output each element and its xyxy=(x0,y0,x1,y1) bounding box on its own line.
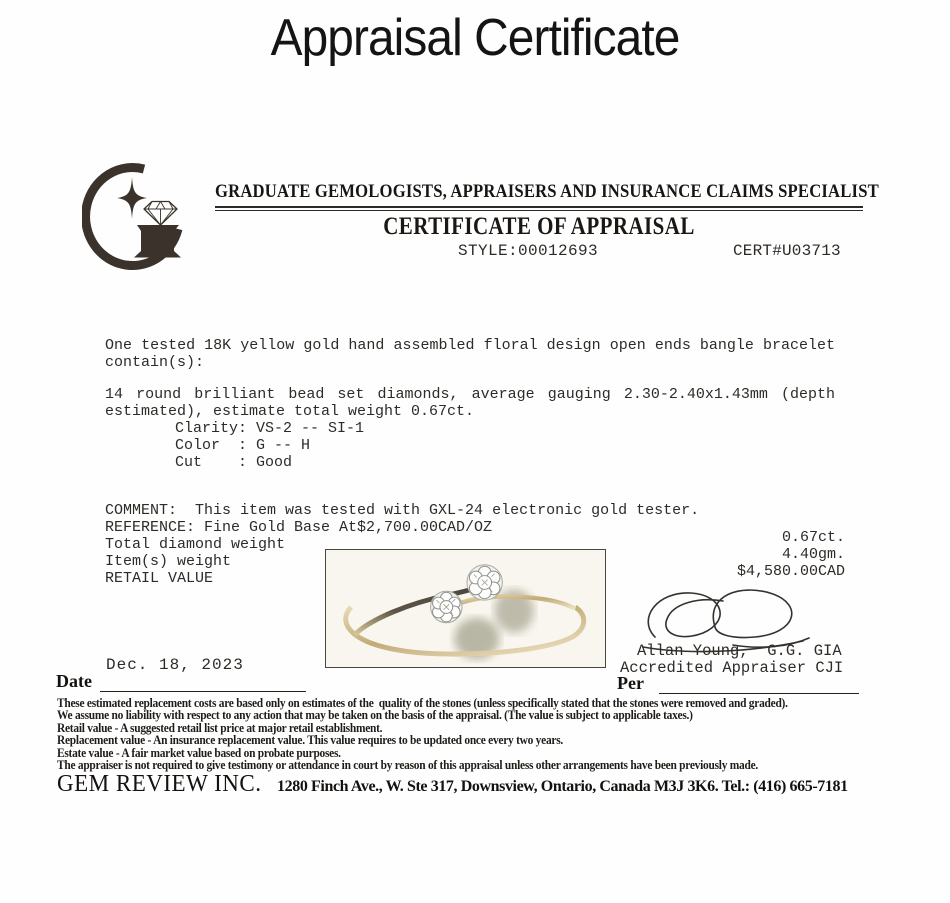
clarity-line: Clarity: VS-2 -- SI-1 xyxy=(175,420,365,437)
date-underline xyxy=(100,691,306,692)
organization-line: GRADUATE GEMOLOGISTS, APPRAISERS AND INSURANCE CLAIMS SPECIALIST xyxy=(215,182,879,202)
company-address: 1280 Finch Ave., W. Ste 317, Downsview, Ontario, Canada M3J 3K6. Tel.: (416) 665-7181 xyxy=(277,778,848,795)
disclaimer-line: The appraiser is not required to give testimony or attendance in court by reason of this appraisal unless other arrangements have been previously made. xyxy=(57,757,759,773)
appraiser-title: Accredited Appraiser CJI xyxy=(620,659,844,677)
appraiser-name: Allan Young, G.G. GIA xyxy=(637,642,842,660)
header-divider xyxy=(215,206,863,211)
color-line: Color : G -- H xyxy=(175,437,311,454)
disclaimer-line: These estimated replacement costs are based only on estimates of the quality of the stones (unless specifically stated that the stones were removed and graded). xyxy=(57,695,788,710)
date-value: Dec. 18, 2023 xyxy=(106,656,244,674)
date-label: Date xyxy=(56,671,92,691)
footer xyxy=(57,771,937,798)
company-name: GEM REVIEW INC. xyxy=(57,771,262,797)
item-weight-value: 4.40gm. xyxy=(781,546,845,563)
cert-number: CERT#U03713 xyxy=(733,242,841,260)
disclaimer-line: Estate value - A fair market value based on probate purposes. xyxy=(57,744,341,760)
per-label: Per xyxy=(617,673,644,693)
retail-value-label: RETAIL VALUE xyxy=(105,570,214,587)
bracelet-photo xyxy=(325,549,606,668)
item-weight-label: Item(s) weight xyxy=(105,553,232,570)
gem-logo-icon xyxy=(82,162,210,300)
bracelet-image xyxy=(326,550,605,667)
gem-review-logo xyxy=(82,162,210,300)
per-underline xyxy=(659,693,859,694)
comment-line: COMMENT: This item was tested with GXL-24 electronic gold tester. xyxy=(105,502,700,519)
summary-values xyxy=(737,529,845,580)
total-diamond-weight-value: 0.67ct. xyxy=(781,529,845,546)
page-title: Appraisal Certificate xyxy=(270,9,680,67)
total-diamond-weight-label: Total diamond weight xyxy=(105,536,286,553)
style-number: STYLE:00012693 xyxy=(458,242,599,260)
summary-labels xyxy=(105,536,285,587)
disclaimer-line: Retail value - A suggested retail list price at major retail establishment. xyxy=(57,719,383,735)
grading-block xyxy=(175,420,364,471)
retail-value-value: $4,580.00CAD xyxy=(736,563,845,580)
disclaimer-block xyxy=(57,697,937,771)
reference-line: REFERENCE: Fine Gold Base At$2,700.00CAD/OZ xyxy=(105,519,493,536)
disclaimer-line: We assume no liability with respect to any action that may be taken on the basis of the appraisal. (The value is subject to applicable taxes.) xyxy=(57,707,693,723)
item-description: One tested 18K yellow gold hand assembled floral design open ends bangle bracelet contain(s): xyxy=(105,337,835,371)
certificate-title: CERTIFICATE OF APPRAISAL xyxy=(383,213,695,240)
disclaimer-line: Replacement value - An insurance replacement value. This value requires to be updated once every two years. xyxy=(57,732,564,748)
diamond-details: 14 round brilliant bead set diamonds, average gauging 2.30-2.40x1.43mm (depth estimated), estimate total weight 0.67ct. xyxy=(105,386,835,420)
cut-line: Cut : Good xyxy=(175,454,293,471)
